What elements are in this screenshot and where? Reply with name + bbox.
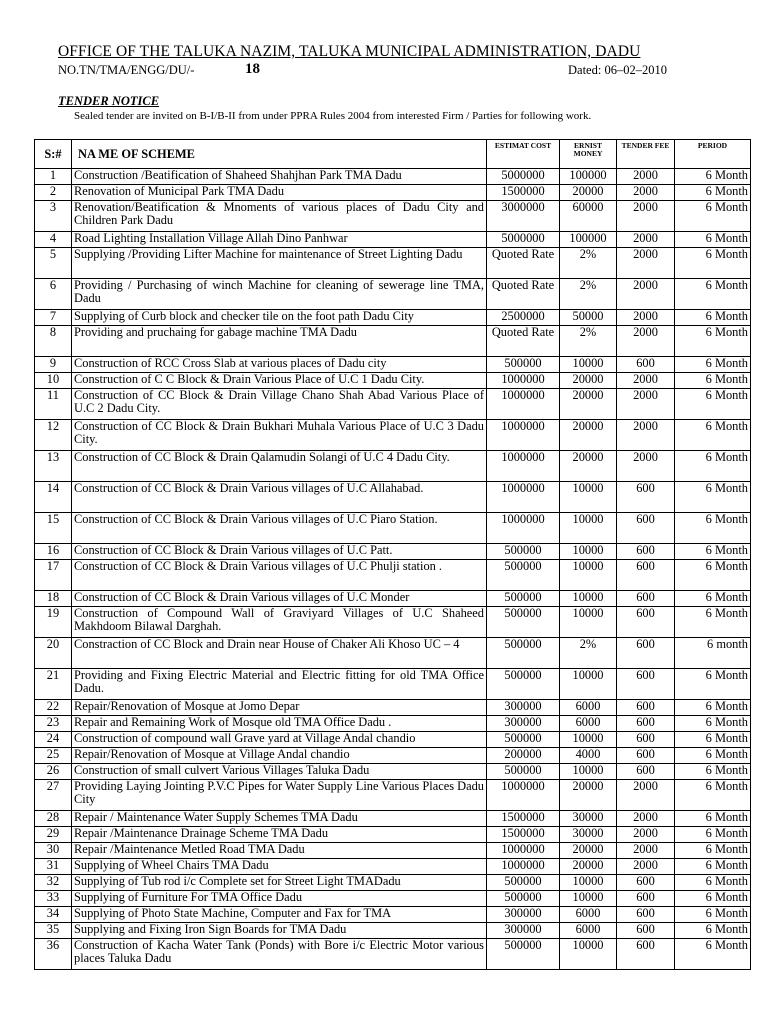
table-row xyxy=(35,201,751,232)
table-row xyxy=(35,907,751,923)
cell-money: 20000 xyxy=(560,420,617,451)
cell-cost: 1000000 xyxy=(487,513,560,544)
table-row xyxy=(35,560,751,591)
cell-money: 6000 xyxy=(560,700,617,716)
cell-period: 6 Month xyxy=(675,939,751,970)
table-row xyxy=(35,310,751,326)
cell-money: 10000 xyxy=(560,939,617,970)
cell-sno: 30 xyxy=(35,843,72,859)
table-row xyxy=(35,279,751,310)
cell-scheme: Renovation of Municipal Park TMA Dadu xyxy=(72,185,487,201)
cell-fee: 600 xyxy=(617,907,675,923)
cell-scheme: Construction of CC Block & Drain Bukhari Muhala Various Place of U.C 3 Dadu City. xyxy=(72,420,487,451)
cell-sno: 32 xyxy=(35,875,72,891)
cell-cost: 1000000 xyxy=(487,451,560,482)
cell-sno: 6 xyxy=(35,279,72,310)
cell-money: 20000 xyxy=(560,451,617,482)
cell-money: 10000 xyxy=(560,732,617,748)
table-row xyxy=(35,827,751,843)
table-row xyxy=(35,875,751,891)
table-row xyxy=(35,859,751,875)
cell-money: 10000 xyxy=(560,607,617,638)
table-row xyxy=(35,169,751,185)
table-row xyxy=(35,420,751,451)
cell-money: 10000 xyxy=(560,560,617,591)
cell-cost: 500000 xyxy=(487,607,560,638)
cell-sno: 19 xyxy=(35,607,72,638)
cell-cost: 300000 xyxy=(487,716,560,732)
cell-cost: 3000000 xyxy=(487,201,560,232)
table-row xyxy=(35,780,751,811)
cell-scheme: Supplying of Photo State Machine, Computer and Fax for TMA xyxy=(72,907,487,923)
cell-cost: 1000000 xyxy=(487,843,560,859)
cell-fee: 600 xyxy=(617,591,675,607)
cell-cost: 500000 xyxy=(487,357,560,373)
cell-sno: 28 xyxy=(35,811,72,827)
cell-scheme: Repair/Renovation of Mosque at Village Andal chandio xyxy=(72,748,487,764)
cell-sno: 20 xyxy=(35,638,72,669)
cell-scheme: Providing and Fixing Electric Material and Electric fitting for old TMA Office Dadu. xyxy=(72,669,487,700)
cell-period: 6 Month xyxy=(675,560,751,591)
cell-period: 6 Month xyxy=(675,373,751,389)
cell-sno: 36 xyxy=(35,939,72,970)
cell-scheme: Construction of CC Block & Drain Various villages of U.C Monder xyxy=(72,591,487,607)
table-row xyxy=(35,732,751,748)
cell-fee: 2000 xyxy=(617,279,675,310)
cell-sno: 14 xyxy=(35,482,72,513)
cell-scheme: Constraction of CC Block and Drain near House of Chaker Ali Khoso UC – 4 xyxy=(72,638,487,669)
cell-fee: 2000 xyxy=(617,201,675,232)
cell-period: 6 Month xyxy=(675,310,751,326)
cell-scheme: Providing / Purchasing of winch Machine for cleaning of sewerage line TMA, Dadu xyxy=(72,279,487,310)
cell-scheme: Repair/Renovation of Mosque at Jomo Depar xyxy=(72,700,487,716)
cell-scheme: Construction of compound wall Grave yard at Village Andal chandio xyxy=(72,732,487,748)
header-estimate-cost: ESTIMAT COST xyxy=(487,140,560,169)
cell-sno: 8 xyxy=(35,326,72,357)
cell-money: 100000 xyxy=(560,232,617,248)
cell-scheme: Supplying of Furniture For TMA Office Dadu xyxy=(72,891,487,907)
table-row xyxy=(35,891,751,907)
cell-money: 2% xyxy=(560,326,617,357)
cell-fee: 2000 xyxy=(617,248,675,279)
table-row xyxy=(35,700,751,716)
table-row xyxy=(35,451,751,482)
cell-sno: 31 xyxy=(35,859,72,875)
cell-money: 30000 xyxy=(560,827,617,843)
table-header-row xyxy=(35,140,751,169)
table-row xyxy=(35,748,751,764)
cell-cost: 1000000 xyxy=(487,859,560,875)
cell-fee: 2000 xyxy=(617,780,675,811)
cell-cost: 5000000 xyxy=(487,232,560,248)
cell-fee: 600 xyxy=(617,560,675,591)
cell-fee: 2000 xyxy=(617,451,675,482)
cell-fee: 600 xyxy=(617,669,675,700)
cell-scheme: Construction of CC Block & Drain Qalamudin Solangi of U.C 4 Dadu City. xyxy=(72,451,487,482)
cell-money: 20000 xyxy=(560,373,617,389)
cell-sno: 33 xyxy=(35,891,72,907)
cell-scheme: Road Lighting Installation Village Allah Dino Panhwar xyxy=(72,232,487,248)
table-row xyxy=(35,373,751,389)
cell-money: 10000 xyxy=(560,357,617,373)
cell-sno: 34 xyxy=(35,907,72,923)
cell-money: 10000 xyxy=(560,513,617,544)
cell-period: 6 Month xyxy=(675,732,751,748)
cell-fee: 2000 xyxy=(617,185,675,201)
cell-scheme: Repair / Maintenance Water Supply Schemes TMA Dadu xyxy=(72,811,487,827)
cell-money: 20000 xyxy=(560,389,617,420)
cell-cost: 1000000 xyxy=(487,373,560,389)
cell-scheme: Construction of RCC Cross Slab at various places of Dadu city xyxy=(72,357,487,373)
cell-fee: 2000 xyxy=(617,389,675,420)
table-row xyxy=(35,482,751,513)
cell-period: 6 Month xyxy=(675,764,751,780)
cell-money: 6000 xyxy=(560,907,617,923)
cell-sno: 2 xyxy=(35,185,72,201)
cell-fee: 2000 xyxy=(617,811,675,827)
cell-sno: 10 xyxy=(35,373,72,389)
cell-period: 6 Month xyxy=(675,201,751,232)
cell-period: 6 Month xyxy=(675,544,751,560)
cell-scheme: Repair /Maintenance Metled Road TMA Dadu xyxy=(72,843,487,859)
cell-period: 6 Month xyxy=(675,248,751,279)
cell-money: 6000 xyxy=(560,716,617,732)
cell-fee: 600 xyxy=(617,923,675,939)
cell-money: 10000 xyxy=(560,591,617,607)
cell-cost: 1000000 xyxy=(487,389,560,420)
cell-sno: 21 xyxy=(35,669,72,700)
cell-sno: 22 xyxy=(35,700,72,716)
cell-cost: 1500000 xyxy=(487,811,560,827)
cell-sno: 9 xyxy=(35,357,72,373)
cell-sno: 16 xyxy=(35,544,72,560)
cell-period: 6 Month xyxy=(675,716,751,732)
cell-period: 6 Month xyxy=(675,482,751,513)
cell-fee: 600 xyxy=(617,607,675,638)
cell-money: 60000 xyxy=(560,201,617,232)
table-row xyxy=(35,591,751,607)
cell-scheme: Supplying and Fixing Iron Sign Boards for TMA Dadu xyxy=(72,923,487,939)
cell-cost: 5000000 xyxy=(487,169,560,185)
table-row xyxy=(35,389,751,420)
cell-fee: 2000 xyxy=(617,169,675,185)
cell-period: 6 Month xyxy=(675,279,751,310)
cell-fee: 2000 xyxy=(617,827,675,843)
cell-money: 20000 xyxy=(560,859,617,875)
cell-fee: 2000 xyxy=(617,310,675,326)
cell-period: 6 Month xyxy=(675,891,751,907)
cell-cost: 1000000 xyxy=(487,780,560,811)
cell-cost: 500000 xyxy=(487,544,560,560)
header-earnest-money: ERNIST MONEY xyxy=(560,140,617,169)
header-scheme: NA ME OF SCHEME xyxy=(72,140,487,169)
cell-fee: 2000 xyxy=(617,373,675,389)
cell-money: 10000 xyxy=(560,544,617,560)
table-row xyxy=(35,357,751,373)
table-row xyxy=(35,811,751,827)
cell-period: 6 Month xyxy=(675,607,751,638)
cell-period: 6 Month xyxy=(675,513,751,544)
cell-scheme: Supplying /Providing Lifter Machine for maintenance of Street Lighting Dadu xyxy=(72,248,487,279)
cell-money: 10000 xyxy=(560,669,617,700)
office-heading: OFFICE OF THE TALUKA NAZIM, TALUKA MUNICIPAL ADMINISTRATION, DADU xyxy=(58,43,641,60)
table-row xyxy=(35,326,751,357)
cell-money: 2% xyxy=(560,279,617,310)
table-row xyxy=(35,513,751,544)
cell-cost: 500000 xyxy=(487,875,560,891)
cell-scheme: Providing Laying Jointing P.V.C Pipes for Water Supply Line Various Places Dadu City xyxy=(72,780,487,811)
cell-money: 20000 xyxy=(560,780,617,811)
cell-scheme: Construction of CC Block & Drain Various villages of U.C Phulji station . xyxy=(72,560,487,591)
table-row xyxy=(35,232,751,248)
cell-cost: 300000 xyxy=(487,907,560,923)
table-row xyxy=(35,607,751,638)
cell-period: 6 month xyxy=(675,638,751,669)
cell-sno: 15 xyxy=(35,513,72,544)
cell-period: 6 Month xyxy=(675,420,751,451)
cell-fee: 600 xyxy=(617,764,675,780)
cell-period: 6 Month xyxy=(675,923,751,939)
cell-fee: 2000 xyxy=(617,420,675,451)
tender-notice-title: TENDER NOTICE xyxy=(58,94,160,108)
cell-cost: 500000 xyxy=(487,638,560,669)
cell-money: 2% xyxy=(560,638,617,669)
cell-scheme: Supplying of Wheel Chairs TMA Dadu xyxy=(72,859,487,875)
cell-cost: 500000 xyxy=(487,939,560,970)
cell-money: 2% xyxy=(560,248,617,279)
cell-fee: 600 xyxy=(617,732,675,748)
cell-fee: 600 xyxy=(617,700,675,716)
cell-cost: 1000000 xyxy=(487,420,560,451)
cell-fee: 600 xyxy=(617,875,675,891)
table-row xyxy=(35,843,751,859)
cell-money: 20000 xyxy=(560,185,617,201)
cell-fee: 600 xyxy=(617,482,675,513)
cell-money: 4000 xyxy=(560,748,617,764)
cell-sno: 24 xyxy=(35,732,72,748)
table-row xyxy=(35,923,751,939)
cell-money: 20000 xyxy=(560,843,617,859)
cell-period: 6 Month xyxy=(675,827,751,843)
cell-period: 6 Month xyxy=(675,780,751,811)
cell-scheme: Providing and pruchaing for gabage machine TMA Dadu xyxy=(72,326,487,357)
cell-fee: 600 xyxy=(617,939,675,970)
cell-scheme: Supplying of Curb block and checker tile on the foot path Dadu City xyxy=(72,310,487,326)
header-tender-fee: TENDER FEE xyxy=(617,140,675,169)
cell-period: 6 Month xyxy=(675,811,751,827)
cell-sno: 26 xyxy=(35,764,72,780)
cell-period: 6 Month xyxy=(675,169,751,185)
cell-cost: Quoted Rate xyxy=(487,279,560,310)
cell-cost: 500000 xyxy=(487,560,560,591)
cell-scheme: Construction of small culvert Various Villages Taluka Dadu xyxy=(72,764,487,780)
cell-money: 50000 xyxy=(560,310,617,326)
cell-scheme: Construction of CC Block & Drain Various villages of U.C Patt. xyxy=(72,544,487,560)
cell-money: 100000 xyxy=(560,169,617,185)
cell-cost: 1500000 xyxy=(487,827,560,843)
cell-sno: 7 xyxy=(35,310,72,326)
table-row xyxy=(35,939,751,970)
cell-period: 6 Month xyxy=(675,859,751,875)
cell-period: 6 Month xyxy=(675,357,751,373)
cell-fee: 2000 xyxy=(617,843,675,859)
header-period: PERIOD xyxy=(675,140,751,169)
header-sno: S:# xyxy=(35,140,72,169)
table-row xyxy=(35,669,751,700)
cell-period: 6 Month xyxy=(675,843,751,859)
cell-cost: 2500000 xyxy=(487,310,560,326)
cell-cost: 500000 xyxy=(487,732,560,748)
cell-cost: 500000 xyxy=(487,669,560,700)
cell-sno: 35 xyxy=(35,923,72,939)
tender-table xyxy=(34,139,751,970)
cell-money: 10000 xyxy=(560,875,617,891)
cell-cost: 500000 xyxy=(487,891,560,907)
cell-period: 6 Month xyxy=(675,185,751,201)
cell-sno: 12 xyxy=(35,420,72,451)
tender-intro: Sealed tender are invited on B-I/B-II from under PPRA Rules 2004 from interested Firm / Parties for following work. xyxy=(74,110,592,122)
cell-cost: 300000 xyxy=(487,700,560,716)
cell-sno: 5 xyxy=(35,248,72,279)
table-row xyxy=(35,638,751,669)
cell-sno: 18 xyxy=(35,591,72,607)
cell-cost: Quoted Rate xyxy=(487,248,560,279)
cell-period: 6 Month xyxy=(675,875,751,891)
table-row xyxy=(35,185,751,201)
cell-sno: 4 xyxy=(35,232,72,248)
cell-fee: 2000 xyxy=(617,326,675,357)
cell-scheme: Renovation/Beatification & Mnoments of various places of Dadu City and Children Park Dadu xyxy=(72,201,487,232)
cell-period: 6 Month xyxy=(675,700,751,716)
cell-scheme: Repair and Remaining Work of Mosque old TMA Office Dadu . xyxy=(72,716,487,732)
cell-fee: 600 xyxy=(617,748,675,764)
table-row xyxy=(35,544,751,560)
reference-number: NO.TN/TMA/ENGG/DU/- xyxy=(58,63,195,77)
cell-cost: 200000 xyxy=(487,748,560,764)
cell-period: 6 Month xyxy=(675,591,751,607)
date-label: Dated: 06–02–2010 xyxy=(568,63,667,77)
cell-period: 6 Month xyxy=(675,451,751,482)
cell-sno: 1 xyxy=(35,169,72,185)
cell-period: 6 Month xyxy=(675,389,751,420)
cell-scheme: Construction of CC Block & Drain Various villages of U.C Piaro Station. xyxy=(72,513,487,544)
cell-money: 10000 xyxy=(560,482,617,513)
cell-sno: 11 xyxy=(35,389,72,420)
cell-period: 6 Month xyxy=(675,748,751,764)
cell-sno: 23 xyxy=(35,716,72,732)
cell-fee: 2000 xyxy=(617,232,675,248)
cell-cost: 1000000 xyxy=(487,482,560,513)
cell-sno: 25 xyxy=(35,748,72,764)
cell-scheme: Construction /Beatification of Shaheed Shahjhan Park TMA Dadu xyxy=(72,169,487,185)
cell-money: 10000 xyxy=(560,764,617,780)
cell-cost: 500000 xyxy=(487,764,560,780)
cell-money: 30000 xyxy=(560,811,617,827)
cell-cost: 300000 xyxy=(487,923,560,939)
cell-money: 10000 xyxy=(560,891,617,907)
cell-cost: 500000 xyxy=(487,591,560,607)
cell-period: 6 Month xyxy=(675,907,751,923)
cell-scheme: Construction of C C Block & Drain Various Place of U.C 1 Dadu City. xyxy=(72,373,487,389)
reference-serial: 18 xyxy=(245,61,260,77)
cell-fee: 600 xyxy=(617,716,675,732)
cell-scheme: Supplying of Tub rod i/c Complete set for Street Light TMADadu xyxy=(72,875,487,891)
cell-scheme: Construction of CC Block & Drain Village Chano Shah Abad Various Place of U.C 2 Dadu City. xyxy=(72,389,487,420)
cell-fee: 600 xyxy=(617,544,675,560)
cell-fee: 600 xyxy=(617,357,675,373)
cell-period: 6 Month xyxy=(675,232,751,248)
cell-cost: Quoted Rate xyxy=(487,326,560,357)
cell-money: 6000 xyxy=(560,923,617,939)
table-row xyxy=(35,764,751,780)
cell-period: 6 Month xyxy=(675,326,751,357)
cell-sno: 17 xyxy=(35,560,72,591)
cell-period: 6 Month xyxy=(675,669,751,700)
cell-scheme: Repair /Maintenance Drainage Scheme TMA Dadu xyxy=(72,827,487,843)
cell-fee: 600 xyxy=(617,513,675,544)
cell-sno: 13 xyxy=(35,451,72,482)
cell-fee: 600 xyxy=(617,638,675,669)
cell-scheme: Construction of Kacha Water Tank (Ponds) with Bore i/c Electric Motor various places Taluka Dadu xyxy=(72,939,487,970)
cell-fee: 2000 xyxy=(617,859,675,875)
cell-sno: 27 xyxy=(35,780,72,811)
cell-scheme: Construction of CC Block & Drain Various villages of U.C Allahabad. xyxy=(72,482,487,513)
cell-fee: 600 xyxy=(617,891,675,907)
cell-sno: 29 xyxy=(35,827,72,843)
cell-scheme: Construction of Compound Wall of Graviyard Villages of U.C Shaheed Makhdoom Bilawal Darghah. xyxy=(72,607,487,638)
cell-cost: 1500000 xyxy=(487,185,560,201)
cell-sno: 3 xyxy=(35,201,72,232)
table-row xyxy=(35,248,751,279)
table-row xyxy=(35,716,751,732)
